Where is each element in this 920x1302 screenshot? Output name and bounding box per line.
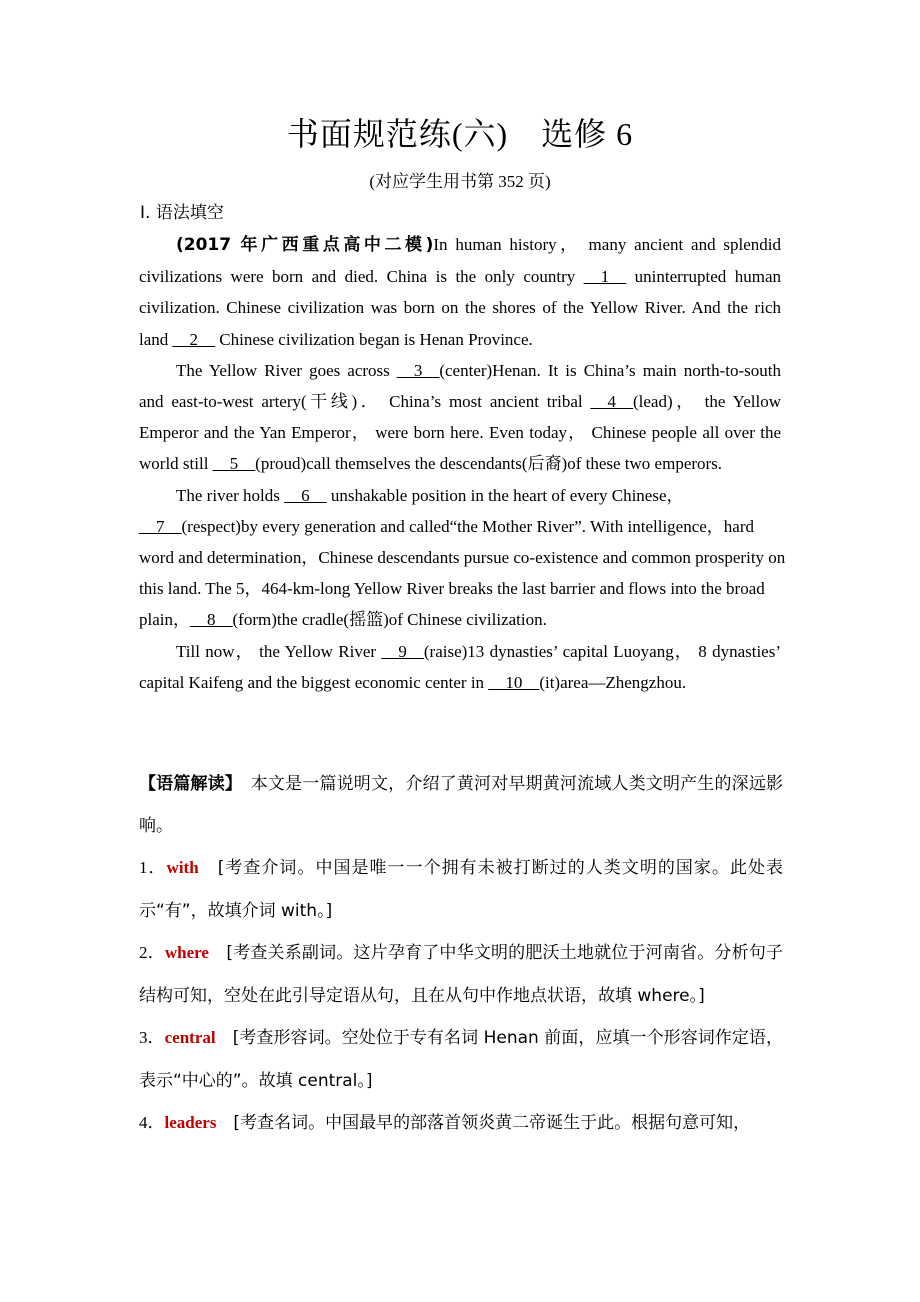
passage-text: unshakable position in the heart of every Chinese， bbox=[326, 485, 684, 505]
blank-7: __7__ bbox=[139, 516, 182, 536]
answer-word: with bbox=[166, 858, 199, 877]
page-title: 书面规范练(六) 选修 6 bbox=[286, 116, 634, 152]
passage-text: (center)Henan. It is China’s main north-to-south and east-to-west artery(干线)． China’s most ancient tribal bbox=[139, 360, 782, 412]
answer-item-4 bbox=[139, 1102, 783, 1145]
answer-explanation: [考查介词。中国是唯一一个拥有未被打断过的人类文明的国家。此处表示“有”，故填介词 with。] bbox=[139, 858, 783, 921]
analysis-label: 【语篇解读】 bbox=[139, 774, 234, 794]
analysis-text: 本文是一篇说明文，介绍了黄河对早期黄河流域人类文明产生的深远影响。 bbox=[139, 774, 784, 836]
passage-paragraph-1 bbox=[139, 229, 781, 355]
passage bbox=[139, 229, 786, 698]
passage-text: In human history， many ancient and splendid civilizations were born and died. China is the only country bbox=[139, 235, 781, 287]
passage-text: (proud)call themselves the descendants(后裔)of these two emperors. bbox=[255, 454, 723, 474]
blank-5: __5__ bbox=[212, 454, 256, 474]
passage-text: uninterrupted human civilization. Chinese civilization was born on the shores of the Yellow River. And the rich land bbox=[139, 267, 781, 349]
blank-10: __10__ bbox=[488, 672, 540, 692]
answer-number: 1． bbox=[139, 858, 167, 877]
answer-explanation: [考查形容词。空处位于专有名词 Henan 前面，应填一个形容词作定语，表示“中心的”。故填 central。] bbox=[139, 1028, 783, 1091]
answer-number: 2． bbox=[139, 943, 165, 962]
passage-source: (2017 年广西重点高中二模) bbox=[176, 235, 434, 255]
answer-item-2 bbox=[139, 932, 783, 1017]
blank-2: __2__ bbox=[172, 329, 216, 349]
section-heading: Ⅰ. 语法填空 bbox=[140, 203, 224, 223]
answer-word: leaders bbox=[164, 1113, 217, 1132]
blank-8: __8__ bbox=[190, 610, 233, 630]
passage-paragraph-3 bbox=[139, 480, 791, 636]
answer-item-3 bbox=[139, 1017, 783, 1102]
answer-item-1 bbox=[139, 847, 783, 932]
passage-paragraph-2 bbox=[139, 355, 781, 480]
passage-text: (raise)13 dynasties’ capital Luoyang， 8 dynasties’ capital Kaifeng and the biggest economic center in bbox=[139, 641, 782, 692]
passage-text: The river holds bbox=[176, 485, 285, 505]
answer-number: 4． bbox=[139, 1113, 165, 1132]
passage-text: (form)the cradle(摇篮)of Chinese civilization. bbox=[232, 610, 547, 630]
answer-explanation: [考查关系副词。这片孕育了中华文明的肥沃土地就位于河南省。分析句子结构可知，空处在此引导定语从句，且在从句中作地点状语，故填 where。] bbox=[139, 943, 784, 1006]
passage-text: Till now， the Yellow River bbox=[176, 641, 382, 661]
passage-analysis bbox=[139, 764, 783, 847]
blank-4: __4__ bbox=[590, 392, 633, 412]
page-subtitle: (对应学生用书第 352 页) bbox=[369, 172, 551, 191]
answer-number: 3． bbox=[139, 1028, 165, 1047]
passage-text: (respect)by every generation and called“the Mother River”. With intelligence，hard word and determination，Chinese descendants pursue co-existence and common prosperity on this land. The 5，464-km-long Yellow River breaks the last barrier and flows into the broad plain， bbox=[139, 516, 786, 630]
passage-text: (lead)， the Yellow Emperor and the Yan Emperor， were born here. Even today， Chinese people all over the world still bbox=[139, 392, 781, 474]
blank-3: __3__ bbox=[396, 360, 440, 380]
passage-text: Chinese civilization began is Henan Province. bbox=[215, 329, 533, 349]
answer-explanation: [考查名词。中国最早的部落首领炎黄二帝诞生于此。根据句意可知， bbox=[216, 1113, 751, 1133]
blank-6: __6__ bbox=[284, 485, 327, 505]
passage-paragraph-4 bbox=[139, 636, 781, 698]
answer-analysis bbox=[139, 764, 783, 1145]
answer-word: where bbox=[164, 943, 209, 962]
blank-9: __9__ bbox=[381, 641, 424, 661]
blank-1: __1__ bbox=[583, 267, 627, 287]
answer-word: central bbox=[164, 1028, 216, 1047]
passage-text: The Yellow River goes across bbox=[176, 360, 397, 380]
passage-text: (it)area—Zhengzhou. bbox=[539, 672, 687, 692]
